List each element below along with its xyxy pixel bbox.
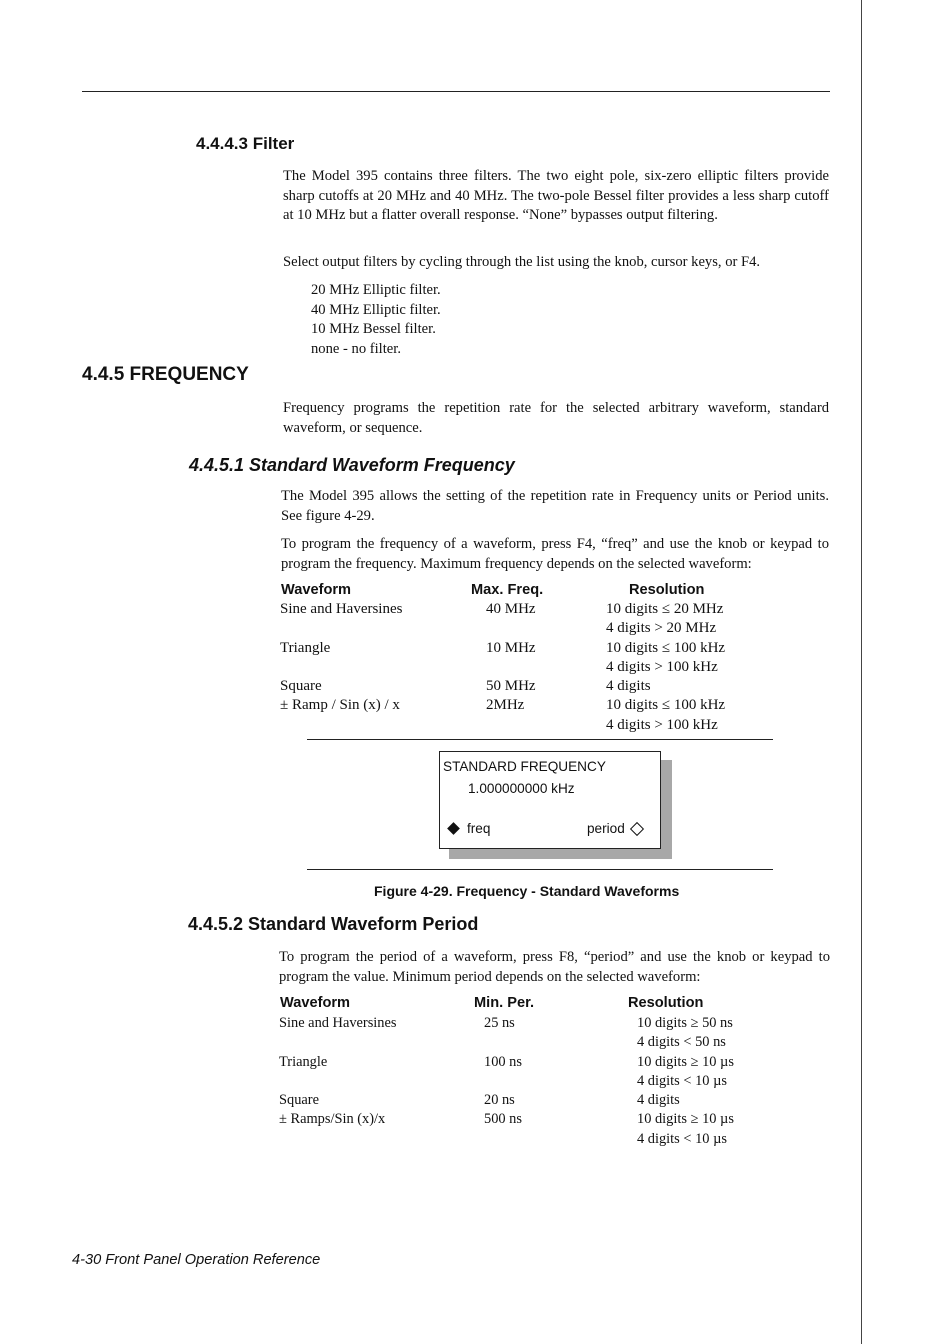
filter-heading: 4.4.4.3 Filter xyxy=(196,134,295,153)
list-item: 40 MHz Elliptic filter. xyxy=(311,301,441,318)
list-item: none - no filter. xyxy=(311,340,401,357)
table-cell: Sine and Haversines xyxy=(280,601,403,617)
table-cell: 10 digits ≥ 10 µs xyxy=(637,1111,734,1128)
table-cell: 4 digits xyxy=(637,1092,680,1109)
table-cell: 4 digits > 20 MHz xyxy=(606,620,717,637)
table-cell: 10 digits ≥ 50 ns xyxy=(637,1015,733,1031)
table-cell: 40 MHz xyxy=(486,601,536,617)
lcd-display xyxy=(439,751,661,849)
list-item: 10 MHz Bessel filter. xyxy=(311,321,436,337)
table-cell: 4 digits < 10 µs xyxy=(637,1130,727,1147)
frequency-paragraph: Frequency programs the repetition rate for the selected arbitrary waveform, standard waveform, or sequence. xyxy=(283,400,829,436)
table-cell: 4 digits xyxy=(606,678,651,695)
period-col-min-per: Min. Per. xyxy=(474,995,535,1011)
table-cell: 4 digits > 100 kHz xyxy=(606,658,718,675)
table-cell: 25 ns xyxy=(484,1015,515,1031)
lcd-period-option xyxy=(587,821,642,836)
table-cell: Square xyxy=(280,678,322,695)
filter-list xyxy=(311,281,441,359)
table-cell: 10 digits ≥ 10 µs xyxy=(637,1053,734,1070)
table-cell xyxy=(484,1033,522,1052)
page-footer: 4-30 Front Panel Operation Reference xyxy=(72,1252,321,1268)
table-cell xyxy=(279,1072,397,1091)
std-period-paragraph: To program the period of a waveform, press F8, “period” and use the knob or keypad to program the value. Minimum period depends on the selected waveform: xyxy=(279,949,830,985)
hollow-diamond-icon xyxy=(630,821,644,835)
table-cell: Square xyxy=(279,1092,319,1109)
table-cell: 4 digits < 50 ns xyxy=(637,1034,726,1051)
lcd-freq-option xyxy=(449,821,490,836)
frequency-heading: 4.4.5 FREQUENCY xyxy=(82,364,249,385)
table-cell xyxy=(279,1033,397,1052)
period-table-col-waveform xyxy=(279,1014,397,1130)
table-cell: ± Ramp / Sin (x) / x xyxy=(280,697,400,714)
table-cell: 20 ns xyxy=(484,1092,515,1109)
figure-caption: Figure 4-29. Frequency - Standard Waveforms xyxy=(374,883,680,899)
table-cell: 100 ns xyxy=(484,1053,522,1070)
period-col-waveform: Waveform xyxy=(280,995,351,1011)
freq-table-col-max xyxy=(486,600,536,716)
freq-col-max-freq: Max. Freq. xyxy=(471,582,544,598)
table-cell xyxy=(280,619,402,638)
table-cell: Triangle xyxy=(279,1053,328,1070)
freq-table-col-waveform xyxy=(280,600,402,716)
lcd-title: STANDARD FREQUENCY xyxy=(443,759,606,774)
figure-bottom-rule xyxy=(307,869,773,870)
table-cell: 4 digits < 10 µs xyxy=(637,1072,727,1089)
std-freq-heading: 4.4.5.1 Standard Waveform Frequency xyxy=(189,455,515,475)
table-cell xyxy=(486,619,536,638)
table-cell: Triangle xyxy=(280,639,331,656)
table-cell: 500 ns xyxy=(484,1111,522,1128)
table-cell xyxy=(486,658,536,677)
table-cell: 10 digits ≤ 100 kHz xyxy=(606,697,726,714)
freq-table-col-resolution xyxy=(606,600,725,735)
table-cell: Sine and Haversines xyxy=(279,1015,397,1031)
std-freq-paragraph-2: To program the frequency of a waveform, press F4, “freq” and use the knob or keypad to program the frequency. Maximum frequency depends on the selected waveform: xyxy=(281,536,829,572)
list-item: 20 MHz Elliptic filter. xyxy=(311,282,441,298)
period-table-col-resolution xyxy=(637,1014,734,1149)
table-cell: 10 digits ≤ 100 kHz xyxy=(606,639,726,656)
table-cell: 2MHz xyxy=(486,697,525,714)
filter-paragraph-1: The Model 395 contains three filters. The two eight pole, six-zero elliptic filters provide sharp cutoffs at 20 MHz and 40 MHz. The two-pole Bessel filter provides a less sharp cutoff at 10 MHz but a flatter overall response. “None” bypasses output filtering. xyxy=(283,168,829,223)
freq-col-waveform: Waveform xyxy=(281,582,352,598)
lcd-value: 1.000000000 kHz xyxy=(468,781,575,796)
freq-col-resolution: Resolution xyxy=(629,582,705,598)
lcd-freq-label: freq xyxy=(467,821,491,836)
page-edge-line xyxy=(861,0,862,1344)
table-cell: ± Ramps/Sin (x)/x xyxy=(279,1111,386,1128)
table-cell: 10 MHz xyxy=(486,639,536,656)
top-rule xyxy=(82,91,830,92)
table-cell: 50 MHz xyxy=(486,678,536,695)
table-cell: 10 digits ≤ 20 MHz xyxy=(606,601,724,617)
table-cell xyxy=(280,658,402,677)
std-period-heading: 4.4.5.2 Standard Waveform Period xyxy=(188,914,479,934)
lcd-period-label: period xyxy=(587,821,625,836)
figure-top-rule xyxy=(307,739,773,740)
period-col-resolution: Resolution xyxy=(628,995,704,1011)
lcd-shadow xyxy=(660,760,672,859)
period-table-col-min xyxy=(484,1014,522,1130)
table-cell: 4 digits > 100 kHz xyxy=(606,716,718,733)
std-freq-paragraph-1: The Model 395 allows the setting of the repetition rate in Frequency units or Period units. See figure 4-29. xyxy=(281,488,829,524)
lcd-shadow xyxy=(449,848,672,859)
filled-diamond-icon xyxy=(447,822,460,835)
table-cell xyxy=(484,1072,522,1091)
filter-paragraph-2: Select output filters by cycling through the list using the knob, cursor keys, or F4. xyxy=(283,254,761,270)
